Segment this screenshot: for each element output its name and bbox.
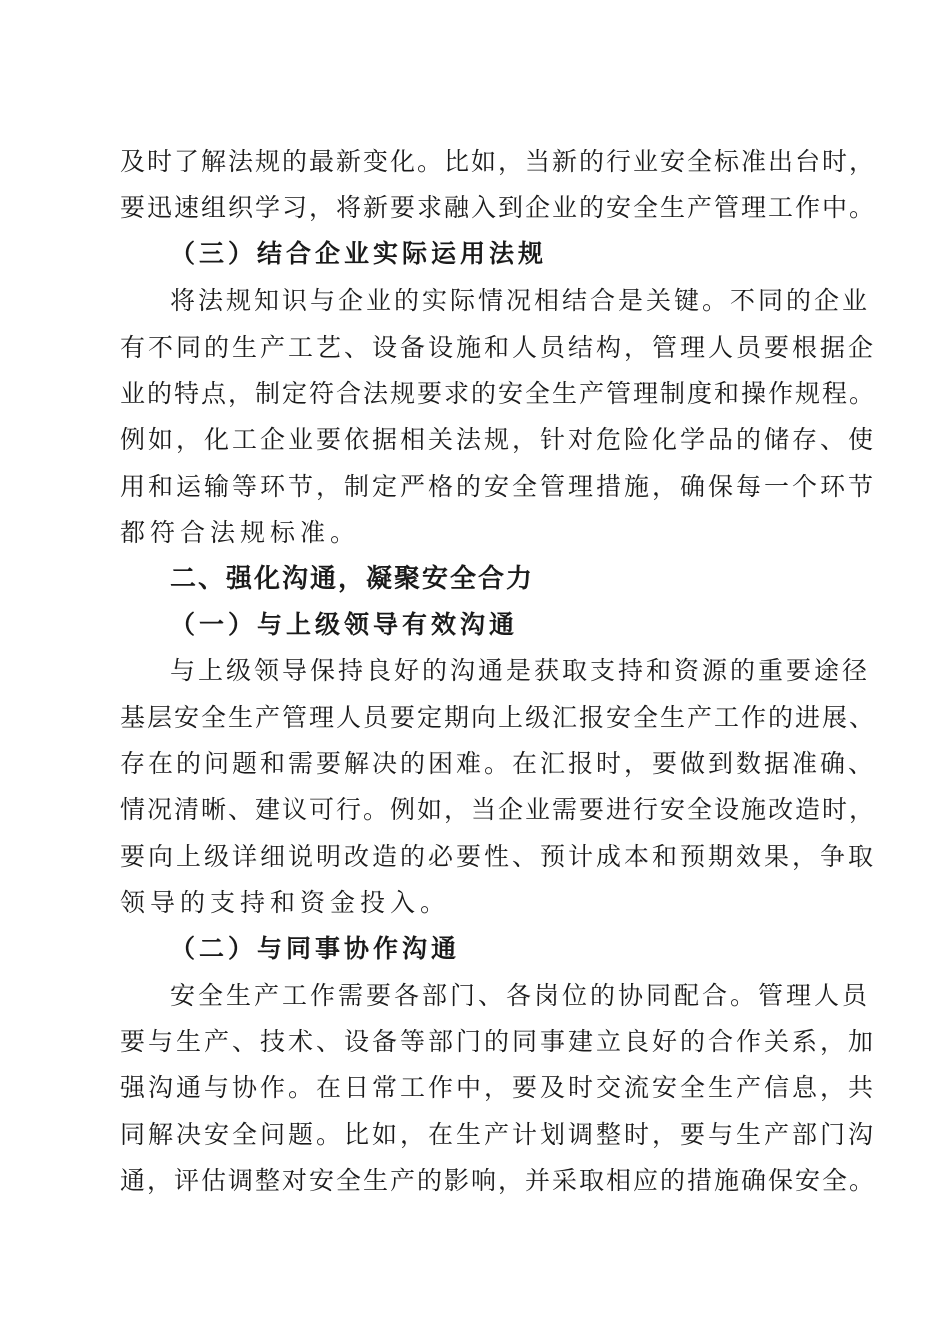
- section-subheading: （一）与上级领导有效沟通: [170, 610, 519, 639]
- paragraph-line: 情况清晰、建议可行。例如，当企业需要进行安全设施改造时，: [120, 795, 877, 824]
- paragraph-line: 用和运输等环节，制定严格的安全管理措施，确保每一个环节: [120, 472, 877, 501]
- paragraph-line: 同解决安全问题。比如，在生产计划调整时，要与生产部门沟: [120, 1120, 877, 1149]
- section-heading: 二、强化沟通，凝聚安全合力: [170, 564, 535, 594]
- paragraph-line: 例如，化工企业要依据相关法规，针对危险化学品的储存、使: [120, 425, 877, 454]
- paragraph-line: 强沟通与协作。在日常工作中，要及时交流安全生产信息，共: [120, 1073, 877, 1102]
- paragraph-line: 有不同的生产工艺、设备设施和人员结构，管理人员要根据企: [120, 333, 877, 362]
- paragraph-line: 与上级领导保持良好的沟通是获取支持和资源的重要途径: [170, 656, 871, 685]
- section-subheading: （二）与同事协作沟通: [170, 934, 461, 963]
- paragraph-line: 将法规知识与企业的实际情况相结合是关键。不同的企业: [170, 286, 871, 315]
- paragraph-line: 通，评估调整对安全生产的影响，并采取相应的措施确保安全。: [120, 1166, 877, 1195]
- section-subheading: （三）结合企业实际运用法规: [170, 239, 548, 268]
- paragraph-line: 领导的支持和资金投入。: [120, 888, 451, 917]
- paragraph-line: 都符合法规标准。: [120, 518, 361, 547]
- paragraph-line: 基层安全生产管理人员要定期向上级汇报安全生产工作的进展、: [120, 703, 877, 732]
- paragraph-line: 要向上级详细说明改造的必要性、预计成本和预期效果，争取: [120, 842, 877, 871]
- paragraph-line: 及时了解法规的最新变化。比如，当新的行业安全标准出台时，: [120, 147, 877, 176]
- paragraph-line: 存在的问题和需要解决的困难。在汇报时，要做到数据准确、: [120, 749, 877, 778]
- paragraph-line: 要与生产、技术、设备等部门的同事建立良好的合作关系，加: [120, 1027, 877, 1056]
- paragraph-line: 业的特点，制定符合法规要求的安全生产管理制度和操作规程。: [120, 379, 877, 408]
- paragraph-line: 要迅速组织学习，将新要求融入到企业的安全生产管理工作中。: [120, 193, 877, 222]
- paragraph-line: 安全生产工作需要各部门、各岗位的协同配合。管理人员: [170, 981, 871, 1010]
